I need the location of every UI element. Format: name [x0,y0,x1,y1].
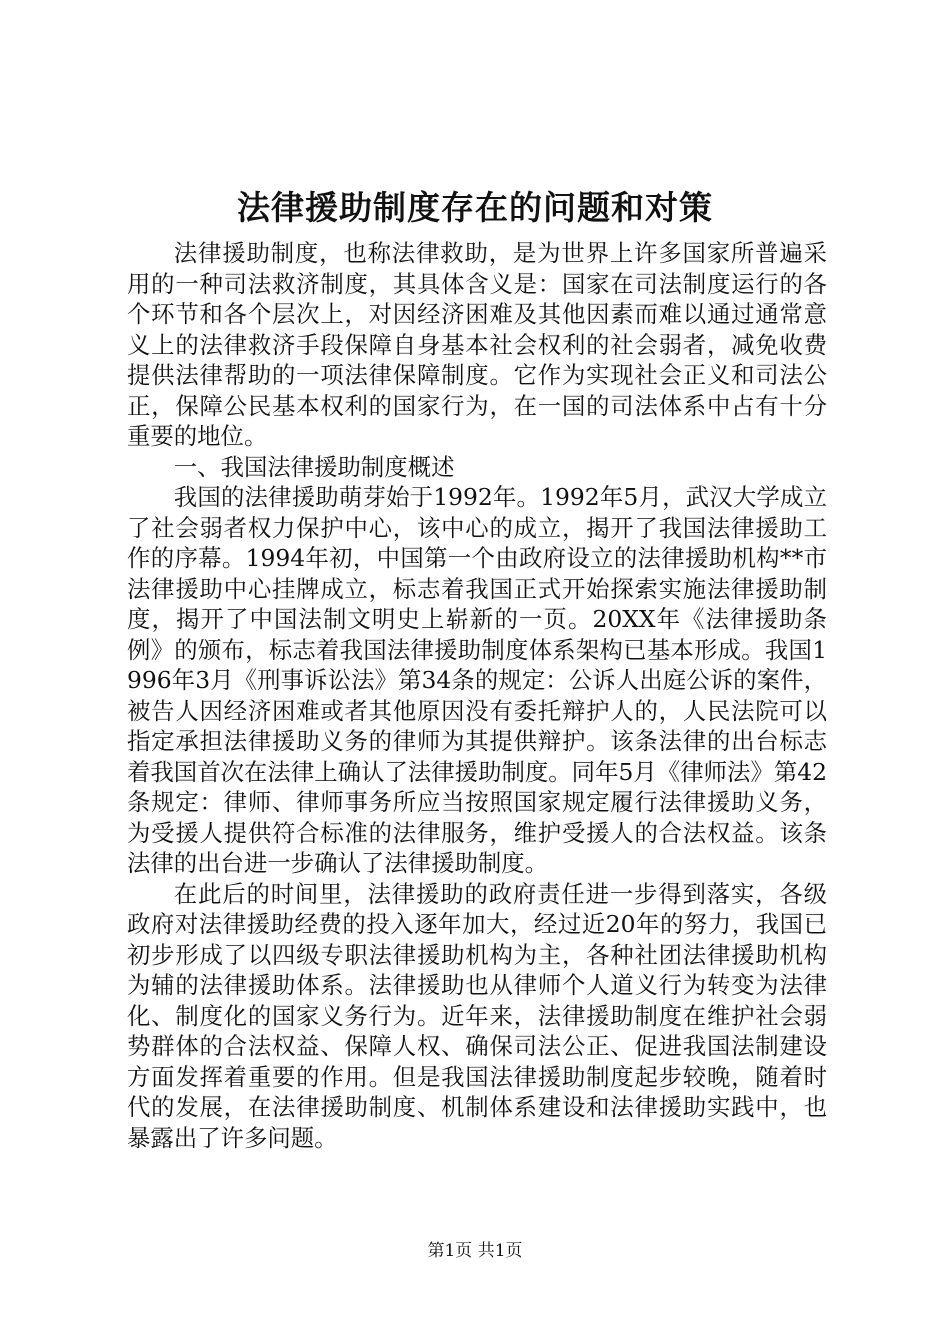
page-footer: 第1页 共1页 [427,1241,523,1261]
document-body [127,238,827,1153]
document-title: 法律援助制度存在的问题和对策 [237,188,713,227]
paragraph-history: 我国的法律援助萌芽始于1992年。1992年5月，武汉大学成立了社会弱者权力保护中心，该中心的成立，揭开了我国法律援助工作的序幕。1994年初，中国第一个由政府设立的法律援助机构**市法律援助中心挂牌成立，标志着我国正式开始探索实施法律援助制度，揭开了中国法制文明史上崭新的一页。20XX年《法律援助条例》的颁布，标志着我国法律援助制度体系架构已基本形成。我国1996年3月《刑事诉讼法》第34条的规定：公诉人出庭公诉的案件，被告人因经济困难或者其他原因没有委托辩护人的，人民法院可以指定承担法律援助义务的律师为其提供辩护。该条法律的出台标志着我国首次在法律上确认了法律援助制度。同年5月《律师法》第42条规定：律师、律师事务所应当按照国家规定履行法律援助义务，为受援人提供符合标准的法律服务，维护受援人的合法权益。该条法律的出台进一步确认了法律援助制度。 [127,483,827,877]
section-heading-overview: 一、我国法律援助制度概述 [173,452,455,481]
paragraph-development: 在此后的时间里，法律援助的政府责任进一步得到落实，各级政府对法律援助经费的投入逐年加大，经过近20年的努力，我国已初步形成了以四级专职法律援助机构为主，各种社团法律援助机构为辅的法律援助体系。法律援助也从律师个人道义行为转变为法律化、制度化的国家义务行为。近年来，法律援助制度在维护社会弱势群体的合法权益、保障人权、确保司法公正、促进我国法制建设方面发挥着重要的作用。但是我国法律援助制度起步较晚，随着时代的发展，在法律援助制度、机制体系建设和法律援助实践中，也暴露出了许多问题。 [127,879,827,1152]
paragraph-intro: 法律援助制度，也称法律救助，是为世界上许多国家所普遍采用的一种司法救济制度，其具体含义是：国家在司法制度运行的各个环节和各个层次上，对因经济困难及其他因素而难以通过通常意义上的法律救济手段保障自身基本社会权利的社会弱者，减免收费提供法律帮助的一项法律保障制度。它作为实现社会正义和司法公正，保障公民基本权利的国家行为，在一国的司法体系中占有十分重要的地位。 [127,239,827,450]
